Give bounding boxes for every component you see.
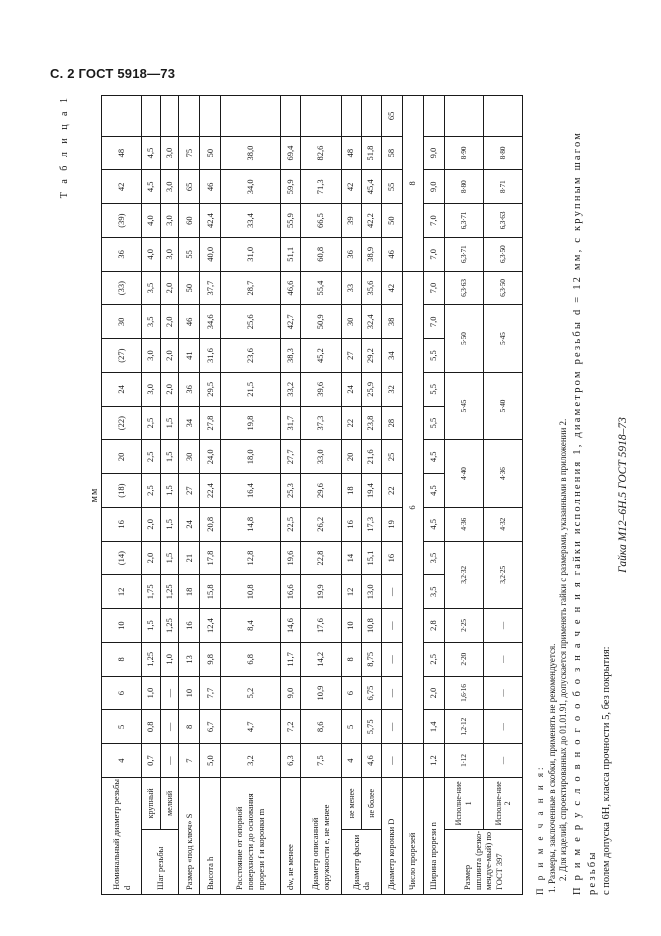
slots-six: 6: [402, 271, 423, 744]
row-pin-1: Размер шплинта (резко-мендуе-мый) по ГОСТ 397 Исполне-ние 1 1·12 1,2·12 1,6·16 2·20 2·25 3,2·32 4·36 4·40 5·45 5·50 6,3·63 6,3·71 6,3·71 8·80 8·90: [444, 96, 483, 895]
table-unit: мм: [89, 487, 100, 503]
notes: [535, 95, 570, 895]
row-h: Высота h 5,0 6,7 7,7 9,8 12,4 15,8 17,8 20,8 22,4 24,0 27,8 29,5 31,6 34,6 37,7 40,0 42,4 46 50: [200, 96, 221, 895]
row-pitch-fine: мелкий — — — 1,0 1,25 1,25 1,5 1,5 1,5 1,5 1,5 2,0 2,0 2,0 2,0 3,0 3,0 3,0 3,0: [160, 96, 179, 895]
label-da: Диаметр фаски da: [341, 829, 381, 894]
note-1: 1. Размеры, заключенные в скобки, применять не рекомендуется.: [546, 643, 557, 893]
row-dw: dw, не менее 6,3 7,2 9,0 11,7 14,6 16,6 19,6 22,5 25,3 27,7 31,7 33,2 38,3 42,7 46,6 51,1 55,9 59,9 69,4: [280, 96, 301, 895]
notes-title: П р и м е ч а н и я:: [535, 764, 545, 895]
row-pitch-coarse: Шаг резьбы крупный 0,7 0,8 1,0 1,25 1,5 1,75 2,0 2,0 2,5 2,5 2,5 3,0 3,0 3,5 3,5 4,0 4,0 4,5 4,5: [142, 96, 161, 895]
row-pin-2: Исполне-ние 2 — — — — — 3,2·25 4·32 4·36 5·40 5·45 6,3·50 6,3·50 6,3·63 8·71 8·80: [483, 96, 522, 895]
label-n: Ширина прорези n: [423, 777, 444, 894]
label-da-min: не менее: [341, 777, 361, 829]
row-n: Ширина прорези n 1,2 1,4 2,0 2,5 2,8 3,5 3,5 4,5 4,5 4,5 5,5 5,5 5,5 7,0 7,0 7,0 7,0 9,0 9,0: [423, 96, 444, 895]
label-pin: Размер шплинта (резко-мендуе-мый) по ГОСТ 397: [444, 829, 522, 894]
slots-eight: 8: [402, 96, 423, 272]
label-slots: Число прорезей: [402, 777, 423, 894]
row-da-max: не более 4,6 5,75 6,75 8,75 10,8 13,0 15,1 17,3 19,4 21,6 23,8 25,9 29,2 32,4 35,6 38,9 42,2 45,4 51,8: [361, 96, 381, 895]
page-header: С. 2 ГОСТ 5918—73: [50, 66, 176, 81]
row-e: Диаметр описанной окружности e, не менее 7,5 8,6 10,9 14,2 17,6 19,9 22,8 26,2 29,6 33,0 37,3 39,6 45,2 50,9 55,4 60,8 66,5 71,3 82,6: [301, 96, 341, 895]
label-d: Номинальный диаметр резьбы d: [102, 777, 142, 894]
label-distance: Расстояние от опорной поверхности до основания прорези f и коронки m: [221, 777, 280, 894]
label-D: Диаметр коронки D: [381, 777, 402, 894]
row-distance: Расстояние от опорной поверхности до основания прорези f и коронки m 3,2 4,7 5,2 6,8 8,4 10,8 12,8 14,8 16,4 18,0 19,8 21,5 23,6 25,6 28,7 31,0 33,4 34,0 38,0: [221, 96, 280, 895]
label-fine: мелкий: [160, 777, 179, 829]
table-caption: Т а б л и ц а 1: [59, 95, 70, 199]
example-heading: П р и м е р у с л о в н о г о о б о з н а ч е н и я гайки исполнения 1, диаметром резьбы d = 12 мм, с крупным шагом резьбы: [572, 130, 598, 895]
label-da-max: не более: [361, 777, 381, 829]
label-pin-2: Исполне-ние 2: [483, 777, 522, 829]
rotated-table-block: [57, 95, 630, 895]
row-crown-D: Диаметр коронки D — — — — — — 16 19 22 25 28 32 34 38 42 46 50 55 58 65: [381, 96, 402, 895]
note-2: 2. Для изделий, спроектированных до 01.01.91, допускается применять гайки с размерами, указанными в приложении 2.: [558, 418, 569, 881]
designation-example: [571, 95, 631, 895]
label-pin-1: Исполне-ние 1: [444, 777, 483, 829]
label-e: Диаметр описанной окружности e, не менее: [301, 777, 341, 894]
row-slots: [402, 96, 423, 895]
label-coarse: крупный: [142, 777, 161, 829]
row-s: Размер «под ключ» S 7 8 10 13 16 18 21 24 27 30 34 36 41 46 50 55 60 65 75: [179, 96, 200, 895]
label-h: Высота h: [200, 777, 221, 894]
dimensions-table: [101, 95, 523, 895]
example-designation: Гайка М12–6Н.5 ГОСТ 5918–73: [617, 417, 630, 573]
label-pitch: Шаг резьбы: [142, 829, 179, 894]
row-d: Номинальный диаметр резьбы d 4 5 6 8 10 12 (14) 16 (18) 20 (22) 24 (27) 30 (33) 36 (39) 42 48: [102, 96, 142, 895]
example-line-2: с полем допуска 6Н, класса прочности 5, без покрытия:: [601, 646, 613, 895]
row-da-min: Диаметр фаски da не менее 4 5 6 8 10 12 14 16 18 20 22 24 27 30 33 36 39 42 48: [341, 96, 361, 895]
label-dw: dw, не менее: [280, 777, 301, 894]
label-s: Размер «под ключ» S: [179, 777, 200, 894]
